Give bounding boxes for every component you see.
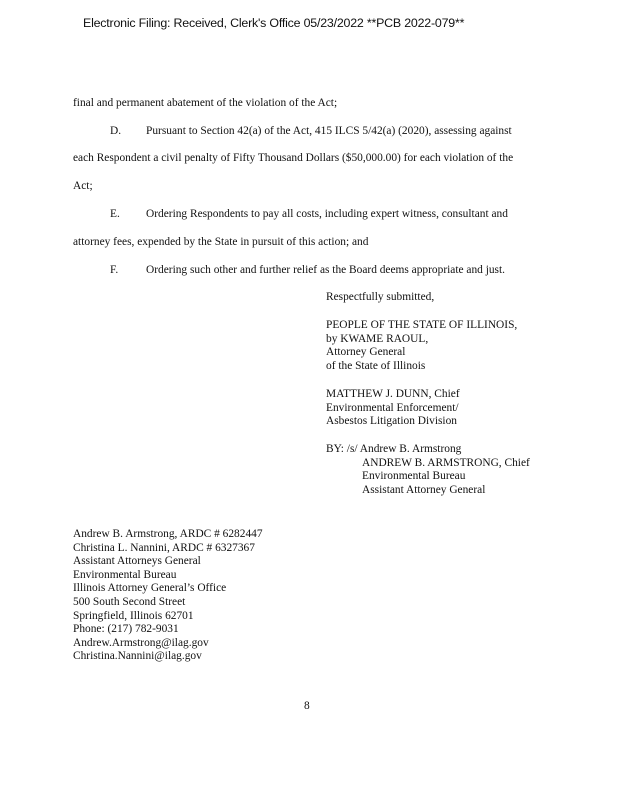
list-item-continuation: attorney fees, expended by the State in pursuit of this action; and xyxy=(73,236,369,248)
contact-line: Environmental Bureau xyxy=(73,568,177,581)
signer-line: Assistant Attorney General xyxy=(362,483,486,496)
list-item-continuation: Act; xyxy=(73,180,93,192)
signer-block xyxy=(326,443,530,497)
party-line: by KWAME RAOUL, xyxy=(326,332,429,345)
contact-line: Andrew B. Armstrong, ARDC # 6282447 xyxy=(73,528,263,540)
contact-block xyxy=(73,528,263,664)
party-line: of the State of Illinois xyxy=(326,359,426,372)
signer-line: ANDREW B. ARMSTRONG, Chief xyxy=(362,456,530,469)
list-item-text: Pursuant to Section 42(a) of the Act, 415 ILCS 5/42(a) (2020), assessing against xyxy=(146,125,512,137)
contact-email-andrew: Andrew.Armstrong@ilag.gov xyxy=(73,636,209,649)
party-line: Attorney General xyxy=(326,346,406,359)
signer-line: Environmental Bureau xyxy=(362,470,466,483)
chief-line: MATTHEW J. DUNN, Chief xyxy=(326,388,460,400)
contact-line: Assistant Attorneys General xyxy=(73,555,201,568)
party-block xyxy=(326,319,517,373)
chief-line: Environmental Enforcement/ xyxy=(326,401,459,414)
list-item-letter: F. xyxy=(110,264,119,276)
by-line: BY: /s/ Andrew B. Armstrong xyxy=(326,443,462,455)
contact-line: Phone: (217) 782-9031 xyxy=(73,623,179,636)
closing-line: Respectfully submitted, xyxy=(326,291,435,303)
list-item-letter: D. xyxy=(110,125,122,137)
contact-line: 500 South Second Street xyxy=(73,595,186,608)
contact-email-christina: Christina.Nannini@ilag.gov xyxy=(73,650,202,663)
filing-stamp-header: Electronic Filing: Received, Clerk's Office 05/23/2022 **PCB 2022-079** xyxy=(83,16,465,30)
continued-paragraph-line: final and permanent abatement of the violation of the Act; xyxy=(73,97,338,109)
list-item-letter: E. xyxy=(110,208,120,220)
list-item-text: Ordering such other and further relief as the Board deems appropriate and just. xyxy=(146,264,505,276)
chief-line: Asbestos Litigation Division xyxy=(326,415,457,428)
list-item-text: Ordering Respondents to pay all costs, including expert witness, consultant and xyxy=(146,208,508,220)
contact-line: Illinois Attorney General’s Office xyxy=(73,582,227,595)
chief-block xyxy=(326,388,460,429)
contact-line: Christina L. Nannini, ARDC # 6327367 xyxy=(73,541,255,554)
list-item-continuation: each Respondent a civil penalty of Fifty Thousand Dollars ($50,000.00) for each violation of the xyxy=(73,152,514,164)
page-number: 8 xyxy=(304,700,310,712)
party-line: PEOPLE OF THE STATE OF ILLINOIS, xyxy=(326,319,518,331)
contact-line: Springfield, Illinois 62701 xyxy=(73,609,194,622)
